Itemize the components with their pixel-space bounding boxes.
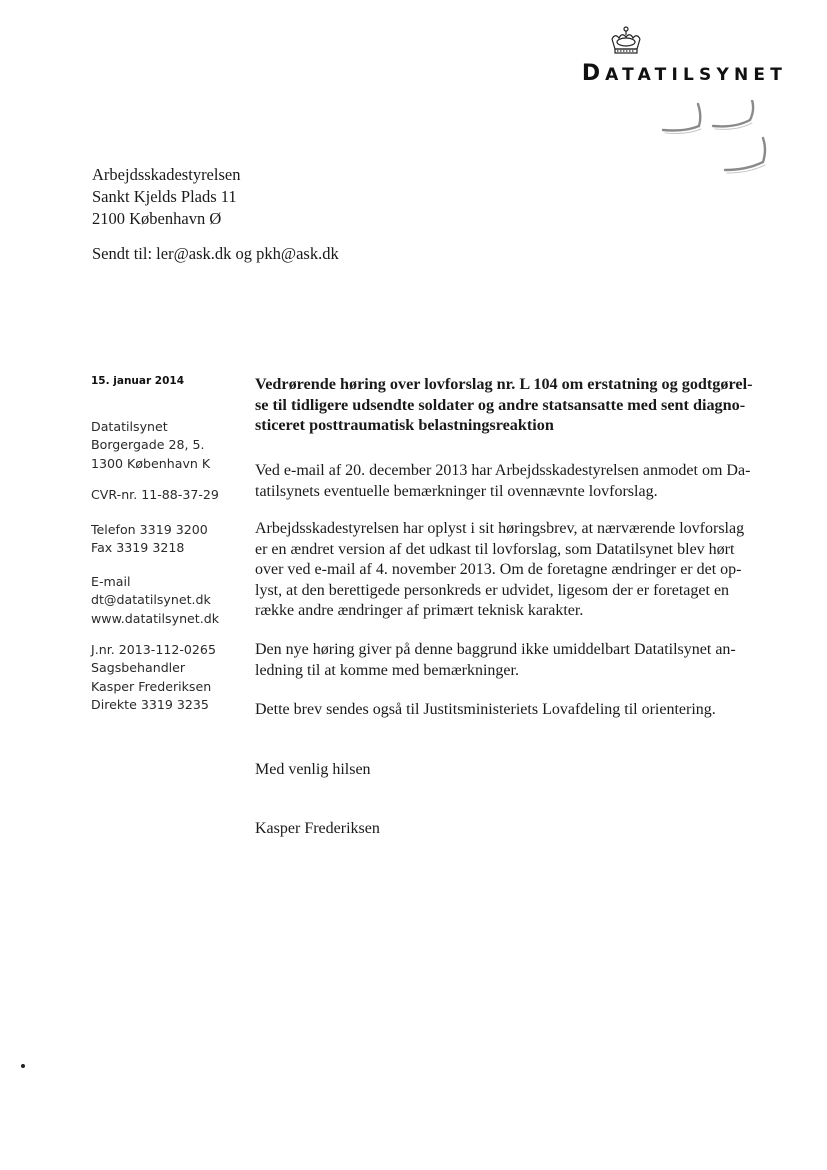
paragraph-line: er en ændret version af det udkast til lovforslag, som Datatilsynet blev hørt bbox=[255, 540, 735, 558]
paragraph-line: ledning til at komme med bemærkninger. bbox=[255, 661, 519, 679]
paragraph-line: tatilsynets eventuelle bemærkninger til ovennævnte lovforslag. bbox=[255, 482, 658, 500]
sender-address-line: 1300 København K bbox=[91, 455, 211, 471]
paragraph-1 bbox=[255, 461, 800, 502]
paragraph-line: Ved e-mail af 20. december 2013 har Arbejdsskadestyrelsen anmodet om Da- bbox=[255, 462, 751, 479]
subject-line: se til tidligere udsendte soldater og andre statsansatte med sent diagno- bbox=[255, 395, 746, 414]
paragraph-line: over ved e-mail af 4. november 2013. Om de foretagne ændringer er det op- bbox=[255, 561, 742, 579]
subject-line: sticeret posttraumatisk belastningsreaktion bbox=[255, 416, 554, 434]
recipient-address bbox=[92, 164, 240, 230]
direct-phone: Direkte 3319 3235 bbox=[91, 697, 209, 713]
sender-address bbox=[91, 418, 210, 473]
website: www.datatilsynet.dk bbox=[91, 610, 220, 626]
paragraph-3 bbox=[255, 640, 800, 681]
fax-line: Fax 3319 3218 bbox=[91, 540, 185, 556]
paragraph-line: Arbejdsskadestyrelsen har oplyst i sit høringsbrev, at nærværende lovforslag bbox=[255, 520, 745, 537]
crown-logo-icon bbox=[607, 25, 645, 59]
sender-address-line: Datatilsynet bbox=[91, 419, 168, 434]
sent-to-line: Sendt til: ler@ask.dk og pkh@ask.dk bbox=[92, 244, 339, 263]
brand-wordmark: DATATILSYNET bbox=[581, 61, 787, 86]
sender-address-line: Borgergade 28, 5. bbox=[91, 437, 205, 453]
case-handler-label: Sagsbehandler bbox=[91, 660, 186, 676]
signature-name: Kasper Frederiksen bbox=[255, 820, 380, 837]
recipient-line: 2100 København Ø bbox=[92, 209, 222, 228]
paragraph-4: Dette brev sendes også til Justitsministeriets Lovafdeling til orientering. bbox=[255, 701, 716, 718]
letter-date: 15. januar 2014 bbox=[91, 375, 185, 387]
phone-info bbox=[91, 521, 208, 558]
case-number: J.nr. 2013-112-0265 bbox=[91, 642, 216, 657]
case-info bbox=[91, 641, 216, 715]
phone-line: Telefon 3319 3200 bbox=[91, 522, 208, 537]
case-handler-name: Kasper Frederiksen bbox=[91, 678, 212, 694]
recipient-line: Arbejdsskadestyrelsen bbox=[92, 165, 241, 184]
letter-subject bbox=[255, 374, 795, 436]
paragraph-line: Den nye høring giver på denne baggrund ikke umiddelbart Datatilsynet an- bbox=[255, 641, 736, 658]
recipient-line: Sankt Kjelds Plads 11 bbox=[92, 187, 237, 206]
cvr-number: CVR-nr. 11-88-37-29 bbox=[91, 487, 219, 502]
closing-greeting: Med venlig hilsen bbox=[255, 761, 371, 778]
email-label: E-mail bbox=[91, 574, 131, 589]
paragraph-2 bbox=[255, 519, 800, 622]
subject-line: Vedrørende høring over lovforslag nr. L 104 om erstatning og godtgørel- bbox=[255, 375, 753, 393]
paragraph-line: række andre ændringer af primært teknisk karakter. bbox=[255, 602, 584, 620]
email-address: dt@datatilsynet.dk bbox=[91, 592, 211, 608]
handwritten-marks-icon bbox=[655, 100, 785, 180]
paragraph-line: lyst, at den berettigede personkreds er udvidet, ligesom der er foretaget en bbox=[255, 581, 730, 599]
stray-dot bbox=[21, 1064, 25, 1068]
contact-info bbox=[91, 573, 219, 628]
